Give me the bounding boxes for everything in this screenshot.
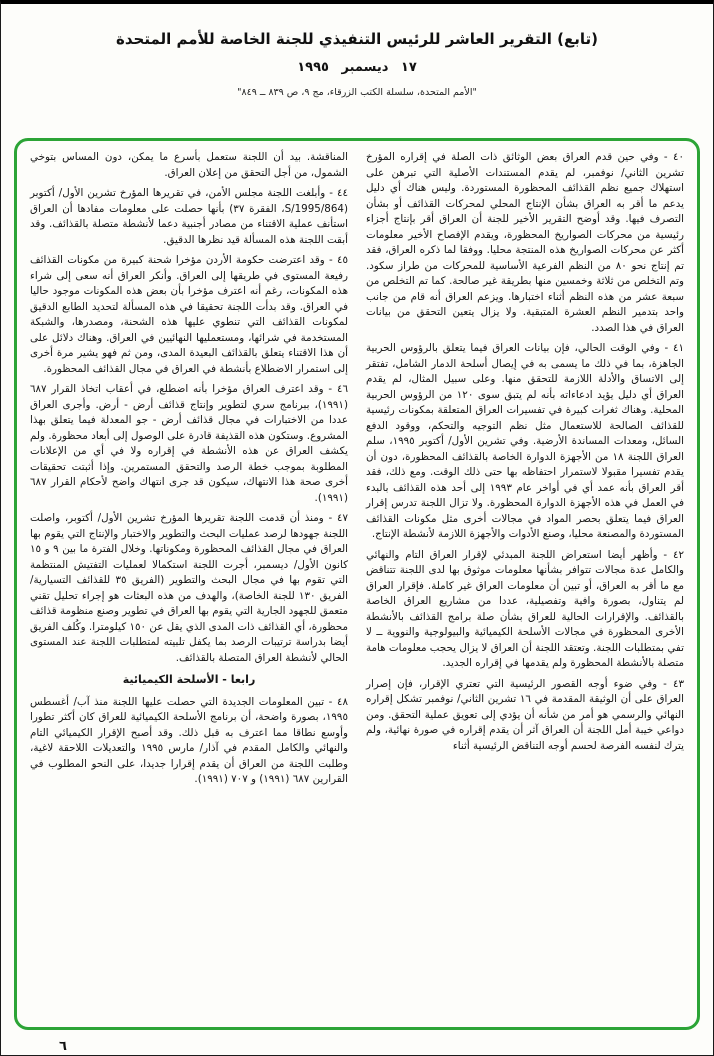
document-date: ١٧ ديسمبر ١٩٩٥ — [297, 60, 417, 75]
paragraph: ٤٧ - ومنذ أن قدمت اللجنة تقريرها المؤرخ تشرين الأول/ أكتوبر، واصلت اللجنة جهودها لرصد عمليات البحث والتطوير والاختبار والإنتاج التي يقوم بها العراق في مجال القذائف المحظورة ومكوناتها. وخلال الفترة ما بين ٩ و ١٥ كانون الأول/ ديسمبر، أجرت اللجنة استكمالا لعمليات التفتيش المنتظمة التي تقوم بها في مجال البحث والتطوير (الفريق ٣٥ للقذائف التسيارية/ الفريق ١٣٠ للجنة الخاصة)، والهدف من هذه البعثات هو إجراء تحليل تقني متعمق للجهود الجارية التي يقوم بها العراق في تطوير وصنع منظومة قذائف محظورة، أي القذائف ذات المدى الذي يقل عن ١٥٠ كيلومترا. وكُلف الفريق أيضا بدراسة ترتيبات الرصد بما يكفل تلبيته لمتطلبات اللجنة عند المستوى الحالي لأنشطة العراق المتصلة بالقذائف. — [30, 512, 349, 664]
paragraph: ٤٤ - وأبلغت اللجنة مجلس الأمن، في تقريرها المؤرخ تشرين الأول/ أكتوبر (S/1995/864، الفقرة ٣٧) بأنها حصلت على معلومات مفادها أن العراق استأنف عملية الاقتناء من مصادر أجنبية دعما لأنشطة متصلة بالقذائف. وقد أبقت اللجنة هذه المسألة قيد نظرها الدقيق. — [30, 187, 348, 246]
paragraph: المناقشة. بيد أن اللجنة ستعمل بأسرع ما يمكن، دون المساس بتوخي الشمول، من أجل التحقق من إعلان العراق. — [30, 151, 348, 179]
paragraph: ٤٦ - وقد اعترف العراق مؤخرا بأنه اضطلع، في أعقاب اتخاذ القرار ٦٨٧ (١٩٩١)، ببرنامج سري لتطوير وإنتاج قذائف أرض - أرض. وأجرى العراق عددا من الاختبارات في مجال قذائف أرض - جو المعدلة فيما يتعلق بهذا المشروع. وستكون هذه القذيفة قادرة على الوصول إلى أبعاد محظورة. ولم يكشف العراق عن هذه الأنشطة في إقراره ولا في أي من الإعلانات المطلوبة بموجب خطة الرصد والتحقق المستمرين. وإذا أثبتت تحقيقات أخرى صحة هذا الانتهاك، سيكون قد جرى انتهاك واضح لأحكام القرار ٦٨٧ (١٩٩١). — [30, 383, 348, 504]
source-citation: "الأمم المتحدة، سلسلة الكتب الزرقاء، مج ٩، ص ٨٣٩ ــ ٨٤٩" — [237, 87, 477, 98]
paragraph: ٤٥ - وقد اعترضت حكومة الأردن مؤخرا شحنة كبيرة من مكونات القذائف رفيعة المستوى في طريقها إلى العراق. وأنكر العراق أنه سعى إلى شراء هذه المكونات، رغم أنه اعترف مؤخرا بأن بعض هذه المكونات موجود حاليا في العراق. وقد بدأت اللجنة تحقيقا في هذه المسألة لتحديد الطابع الدقيق لمكونات القذائف التي تنطوي عليها هذه الشحنة، ومصدرها، والشبكة المستخدمة في شرائها، ومستعمليها النهائيين في العراق. وهناك دلائل على أن هذا الاقتناء يتعلق بالقذائف البعيدة المدى، ومن ثم فهو يشير مرة أخرى إلى استمرار الاضطلاع بأنشطة في العراق في مجال القذائف المحظورة. — [30, 254, 348, 375]
section-heading: رابعا - الأسلحة الكيميائية — [122, 673, 256, 686]
paragraph: ٤٠ - وفي حين قدم العراق بعض الوثائق ذات الصلة في إقراره المؤرخ تشرين الثاني/ نوفمبر، لم يقدم المستندات الأصلية التي تبرهن على استهلاك جميع نظم القذائف المحظورة المستوردة. وليس هناك أي دليل يدعم ما أقر به العراق بشأن الإنتاج المحلي لمحركات القذائف أو بشأن التصرف فيها. وقد أوضح التقرير الأخير للجنة أن العراق أقر بإنتاج أجزاء رئيسية من محركات الصواريخ المحظورة، ويقدم الإفصاح الأخير معلومات أكثر عن محركات الصواريخ هذه المنتجة محليا. ووفقا لما ذكره العراق، فقد تم إنتاج نحو ٨٠ من النظم الفرعية الأساسية للمحركات من طراز سكود. وتم التخلص من ثلاثة وخمسين منها بطريقة غير صالحة. كما تم التخلص من سبعة عشر من هذه النظم أثناء اختبارها. ويزعم العراق أنه قام من جانب واحد بتدمير النظم العشرة المتبقية. ولا يزال يتعين التحقق من بيانات العراق في هذا الصدد. — [366, 151, 684, 334]
document-header — [1, 4, 713, 98]
column-right — [366, 150, 684, 1018]
paragraph: ٤٨ - تبين المعلومات الجديدة التي حصلت عليها اللجنة منذ آب/ أغسطس ١٩٩٥، بصورة واضحة، أن برنامج الأسلحة الكيميائية للعراق كان أكثر تطورا وأوسع نطاقا مما اعترف به قبل ذلك. وقد أصبح الإقرار الكيميائي التام والنهائي والكامل المقدم في آذار/ مارس ١٩٩٥ والتعديلات اللاحقة لاغية، وطلبت اللجنة من العراق أن يقدم إقرارا جديدا، على النحو المطلوب في القرارين ٦٨٧ (١٩٩١) و ٧٠٧ (١٩٩١). — [30, 695, 349, 785]
paragraph: ٤٣ - وفي ضوء أوجه القصور الرئيسية التي تعتري الإقرار، فإن إصرار العراق على أن الوثيقة المقدمة في ١٦ تشرين الثاني/ نوفمبر تشكل إقراره النهائي والرسمي هو أمر من شأنه أن يؤدي إلى تعويق عملية التحقق. ومن دواعي خيبة أمل اللجنة أن العراق آثر أن يقدم إقراره في صورة نهائية، ولم يترك لنفسه الفرصة لحسم أوجه التناقض الرئيسية أثناء — [366, 677, 684, 752]
page-title: (تابع) التقرير العاشر للرئيس التنفيذي للجنة الخاصة للأمم المتحدة — [116, 30, 598, 48]
bordered-content-box — [14, 138, 700, 1030]
paragraph: ٤١ - وفي الوقت الحالي، فإن بيانات العراق فيما يتعلق بالرؤوس الحربية الجاهزة، بما في ذلك ما يسمى به في إيصال أسلحة الدمار الشامل، تفتقر إلى الاتساق والأدلة اللازمة للتحقق منها. وعلى سبيل المثال، لم يقدم العراق أي دليل يؤيد ادعاءاته بأنه لم يتبق سوى ١٢٠ من الرؤوس الحربية المحلية. وهناك ثغرات كبيرة في تفسيرات العراق المتعلقة بمكونات رئيسية للقذائف الصالحة للاستعمال مثل نظم التوجيه والتحكم، ووقود الدفع السائل، ومعدات المساندة الأرضية. وفي تشرين الأول/ أكتوبر ١٩٩٥، سلم العراق اللجنة ١٨ من الأجهزة الدوارة الخاصة بالقذائف المحظورة، دون أن يقدم تفسيرا مقبولا لاستمرار احتفاظه بها حتى ذلك الوقت. ومع ذلك، فقد أقر العراق بأنه عمد أي في أواخر عام ١٩٩٣ إلى أحد هذه القذائف بالبدء في العمل في هذه الأجهزة الدوارة المحظورة. ولا تزال اللجنة تدرس إقرار العراق فيما يتعلق بحصر المواد في مجالات أخرى مثل مكونات القذائف المستوردة والمصنعة محليا، وصنع الأدوات والأجهزة اللازمة لأنشطة الإنتاج. — [366, 342, 684, 540]
column-left — [30, 150, 348, 1018]
paragraph: ٤٢ - وأظهر أيضا استعراض اللجنة المبدئي لإقرار العراق التام والنهائي والكامل عدة مجالات تتوافر بشأنها معلومات موثوق بها لدى اللجنة تتناقض مع ما أقر به العراق، أو تبين أن معلومات العراق غير كاملة. فإقرار العراق لم يتناول، بصورة وافية وتفصيلية، عددا من مشاريع العراق الخاصة بالقذائف. والإقرارات الحالية للعراق بشأن صلة برامج القذائف بالأنشطة الأخرى المحظورة في مجالات الأسلحة الكيميائية والبيولوجية والنووية ــ لا تفي بمتطلبات اللجنة. وتعتقد اللجنة أن العراق لا يزال يحجب معلومات هامة متصلة بالأنشطة المحظورة ولم يقدمها في إقراره الجديد. — [366, 548, 684, 669]
page-number: ٦ — [59, 1039, 67, 1054]
